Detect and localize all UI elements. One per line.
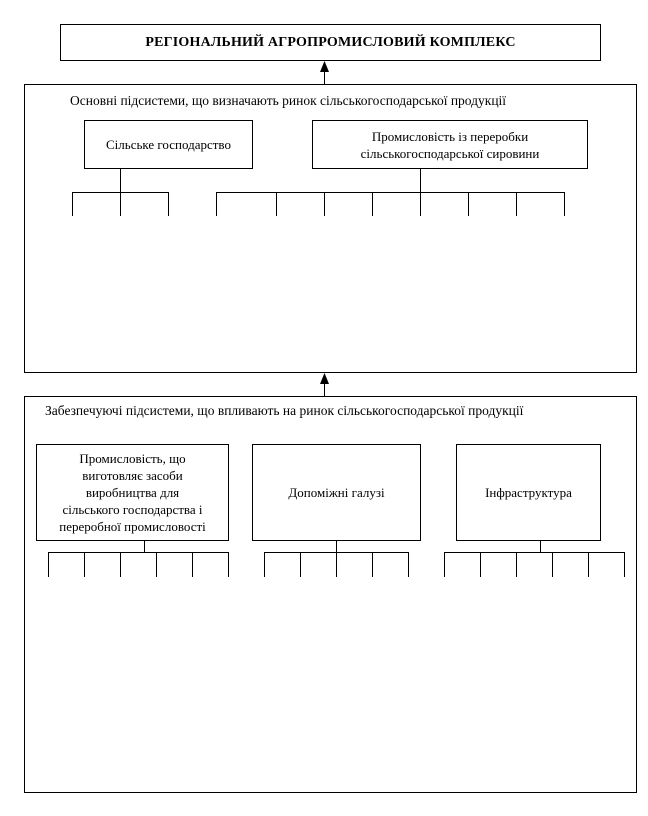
processing-line-1: Промисловість із переробки (371, 128, 529, 144)
arrow-up-icon (320, 61, 329, 72)
means-line-1: Промисловість, що (79, 451, 186, 466)
main-subsystems-caption: Основні підсистеми, що визначають ринок сільськогосподарської продукції (70, 93, 507, 108)
means-line-4: сільського господарства і (62, 502, 203, 517)
arrow-up-icon (320, 373, 329, 384)
auxiliary-label: Допоміжні галузі (288, 485, 385, 500)
means-line-3: виробництва для (85, 485, 180, 500)
agriculture-label: Сільське господарство (106, 137, 231, 152)
support-subsystems-caption: Забезпечуючі підсистеми, що впливають на ринок сільськогосподарської продукції (45, 403, 524, 418)
means-line-5: переробної промисловості (59, 519, 206, 534)
infrastructure-label: Інфраструктура (485, 485, 572, 500)
processing-line-2: сільськогосподарської сировини (360, 145, 540, 161)
complex-title: РЕГІОНАЛЬНИЙ АГРОПРОМИСЛОВИЙ КОМПЛЕКС (145, 34, 516, 50)
means-line-2: виготовляє засоби (82, 468, 183, 483)
